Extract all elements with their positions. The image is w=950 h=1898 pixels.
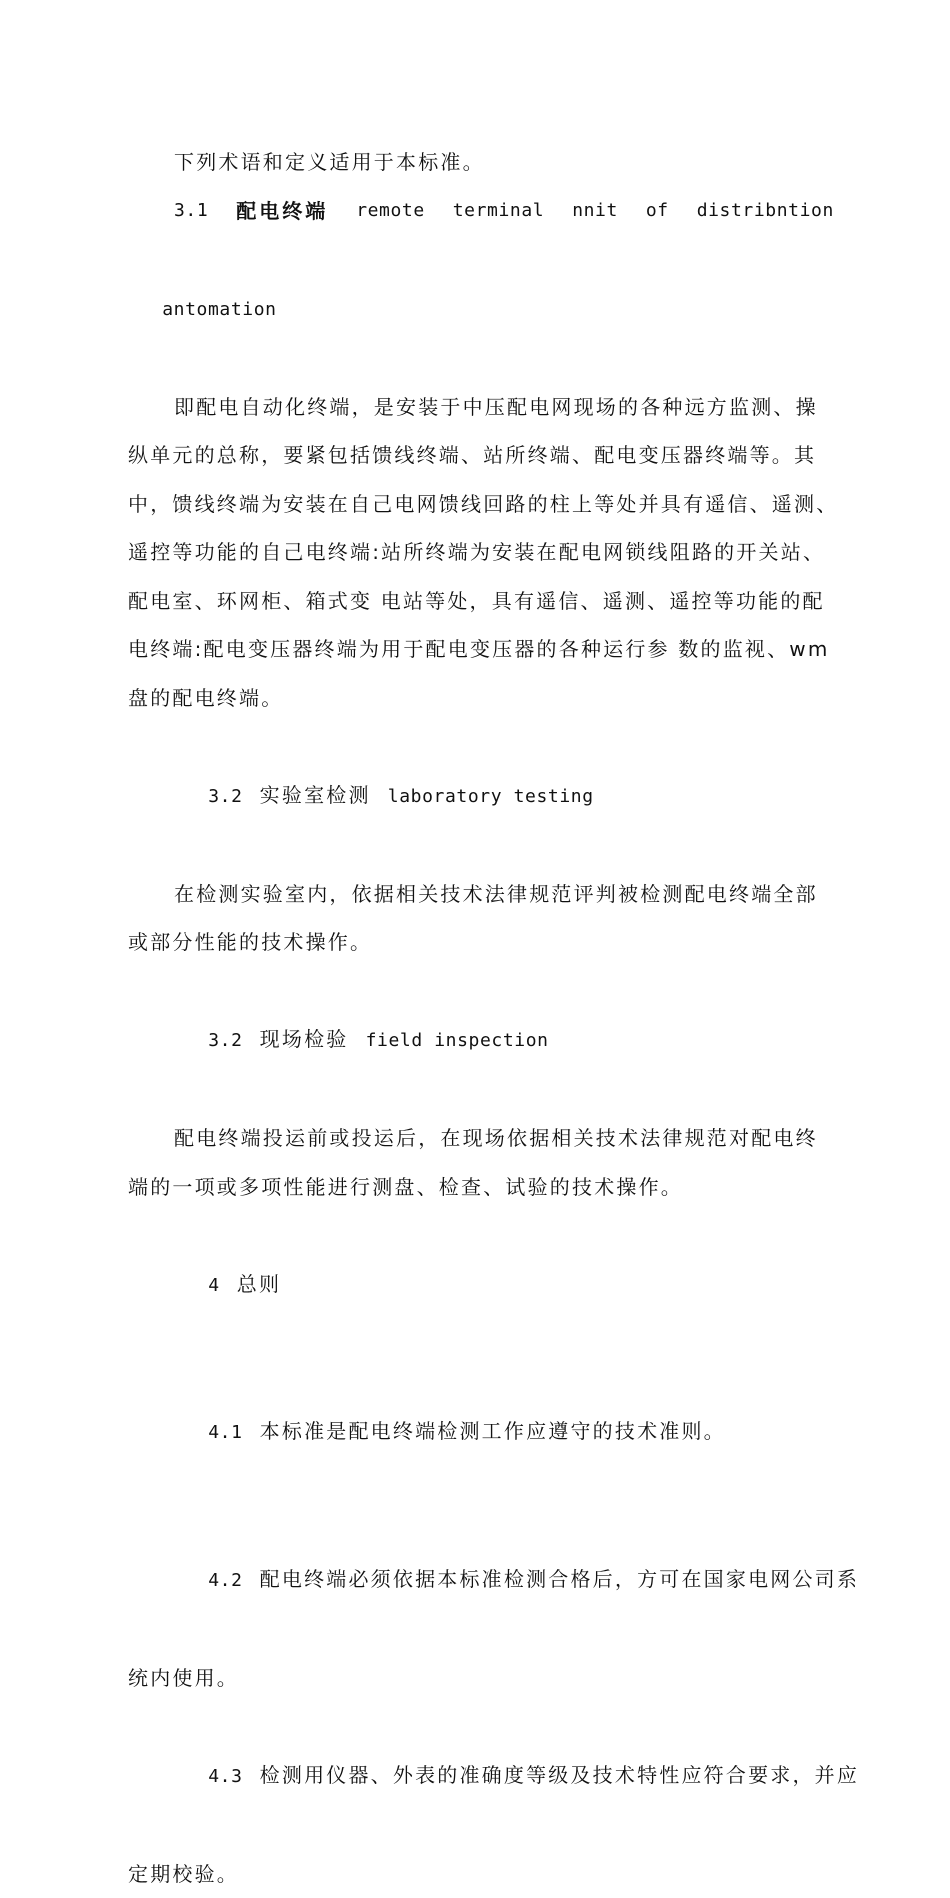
item-4-3-number: 4.3: [208, 1766, 242, 1787]
section-3-2-heading: [128, 722, 834, 870]
section-4-heading: [128, 1211, 834, 1359]
item-4-2-continuation: 统内使用。: [128, 1654, 834, 1703]
section-4-title: 总则: [237, 1272, 281, 1296]
item-4-3-continuation: 定期校验。: [128, 1850, 834, 1898]
item-4-2: [128, 1506, 834, 1654]
paragraph-line: 端的一项或多项性能进行测盘、检查、试验的技术操作。: [128, 1163, 834, 1212]
intro-text: 下列术语和定义适用于本标准。: [128, 138, 834, 187]
section-3-2-number: 3.2: [208, 786, 242, 807]
item-4-3-text: 检测用仪器、外表的准确度等级及技术特性应符合要求，并应: [260, 1763, 859, 1787]
section-3-2b-number: 3.2: [208, 1030, 242, 1051]
section-3-1-en-word: terminal: [453, 187, 545, 236]
item-4-2-number: 4.2: [208, 1570, 242, 1591]
section-3-2b-en: field inspection: [366, 1030, 549, 1051]
paragraph-line: 中，馈线终端为安装在自己电网馈线回路的柱上等处并具有遥信、遥测、: [128, 480, 834, 529]
section-3-1-en-word: distribntion: [697, 187, 834, 236]
paragraph-line: 配电终端投运前或投运后，在现场依据相关技术法律规范对配电终: [128, 1114, 834, 1163]
paragraph-line: 在检测实验室内，依据相关技术法律规范评判被检测配电终端全部: [128, 870, 834, 919]
paragraph-line: 或部分性能的技术操作。: [128, 918, 834, 967]
section-3-1-en-continuation: antomation: [128, 235, 834, 383]
section-3-1-heading: [128, 187, 834, 236]
section-3-1-en-word: remote: [356, 187, 425, 236]
section-3-2b-term: 现场检验: [260, 1027, 349, 1051]
section-3-1-number: 3.1: [174, 187, 208, 236]
section-3-1-en-word: nnit: [572, 187, 618, 236]
section-3-1-en-word: of: [646, 187, 669, 236]
section-3-2-en: laboratory testing: [388, 786, 594, 807]
paragraph-line: 配电室、环网柜、箱式变 电站等处，具有遥信、遥测、遥控等功能的配: [128, 577, 834, 626]
paragraph-line: 电终端:配电变压器终端为用于配电变压器的各种运行参 数的监视、wm: [128, 625, 834, 674]
paragraph-line: 即配电自动化终端，是安装于中压配电网现场的各种远方监测、操: [128, 383, 834, 432]
item-4-1: [128, 1359, 834, 1507]
paragraph-line: 纵单元的总称，要紧包括馈线终端、站所终端、配电变压器终端等。其: [128, 431, 834, 480]
paragraph-line: 遥控等功能的自己电终端:站所终端为安装在配电网锁线阻路的开关站、: [128, 528, 834, 577]
section-4-number: 4: [208, 1275, 219, 1296]
item-4-1-number: 4.1: [208, 1422, 242, 1443]
item-4-2-text: 配电终端必须依据本标准检测合格后，方可在国家电网公司系: [260, 1567, 859, 1591]
section-3-2b-heading: [128, 967, 834, 1115]
section-3-2-term: 实验室检测: [260, 783, 371, 807]
paragraph-line: 盘的配电终端。: [128, 674, 834, 723]
item-4-3: [128, 1702, 834, 1850]
section-3-1-term: 配电终端: [236, 187, 328, 236]
document-page: [128, 138, 834, 1898]
item-4-1-text: 本标准是配电终端检测工作应遵守的技术准则。: [260, 1419, 726, 1443]
